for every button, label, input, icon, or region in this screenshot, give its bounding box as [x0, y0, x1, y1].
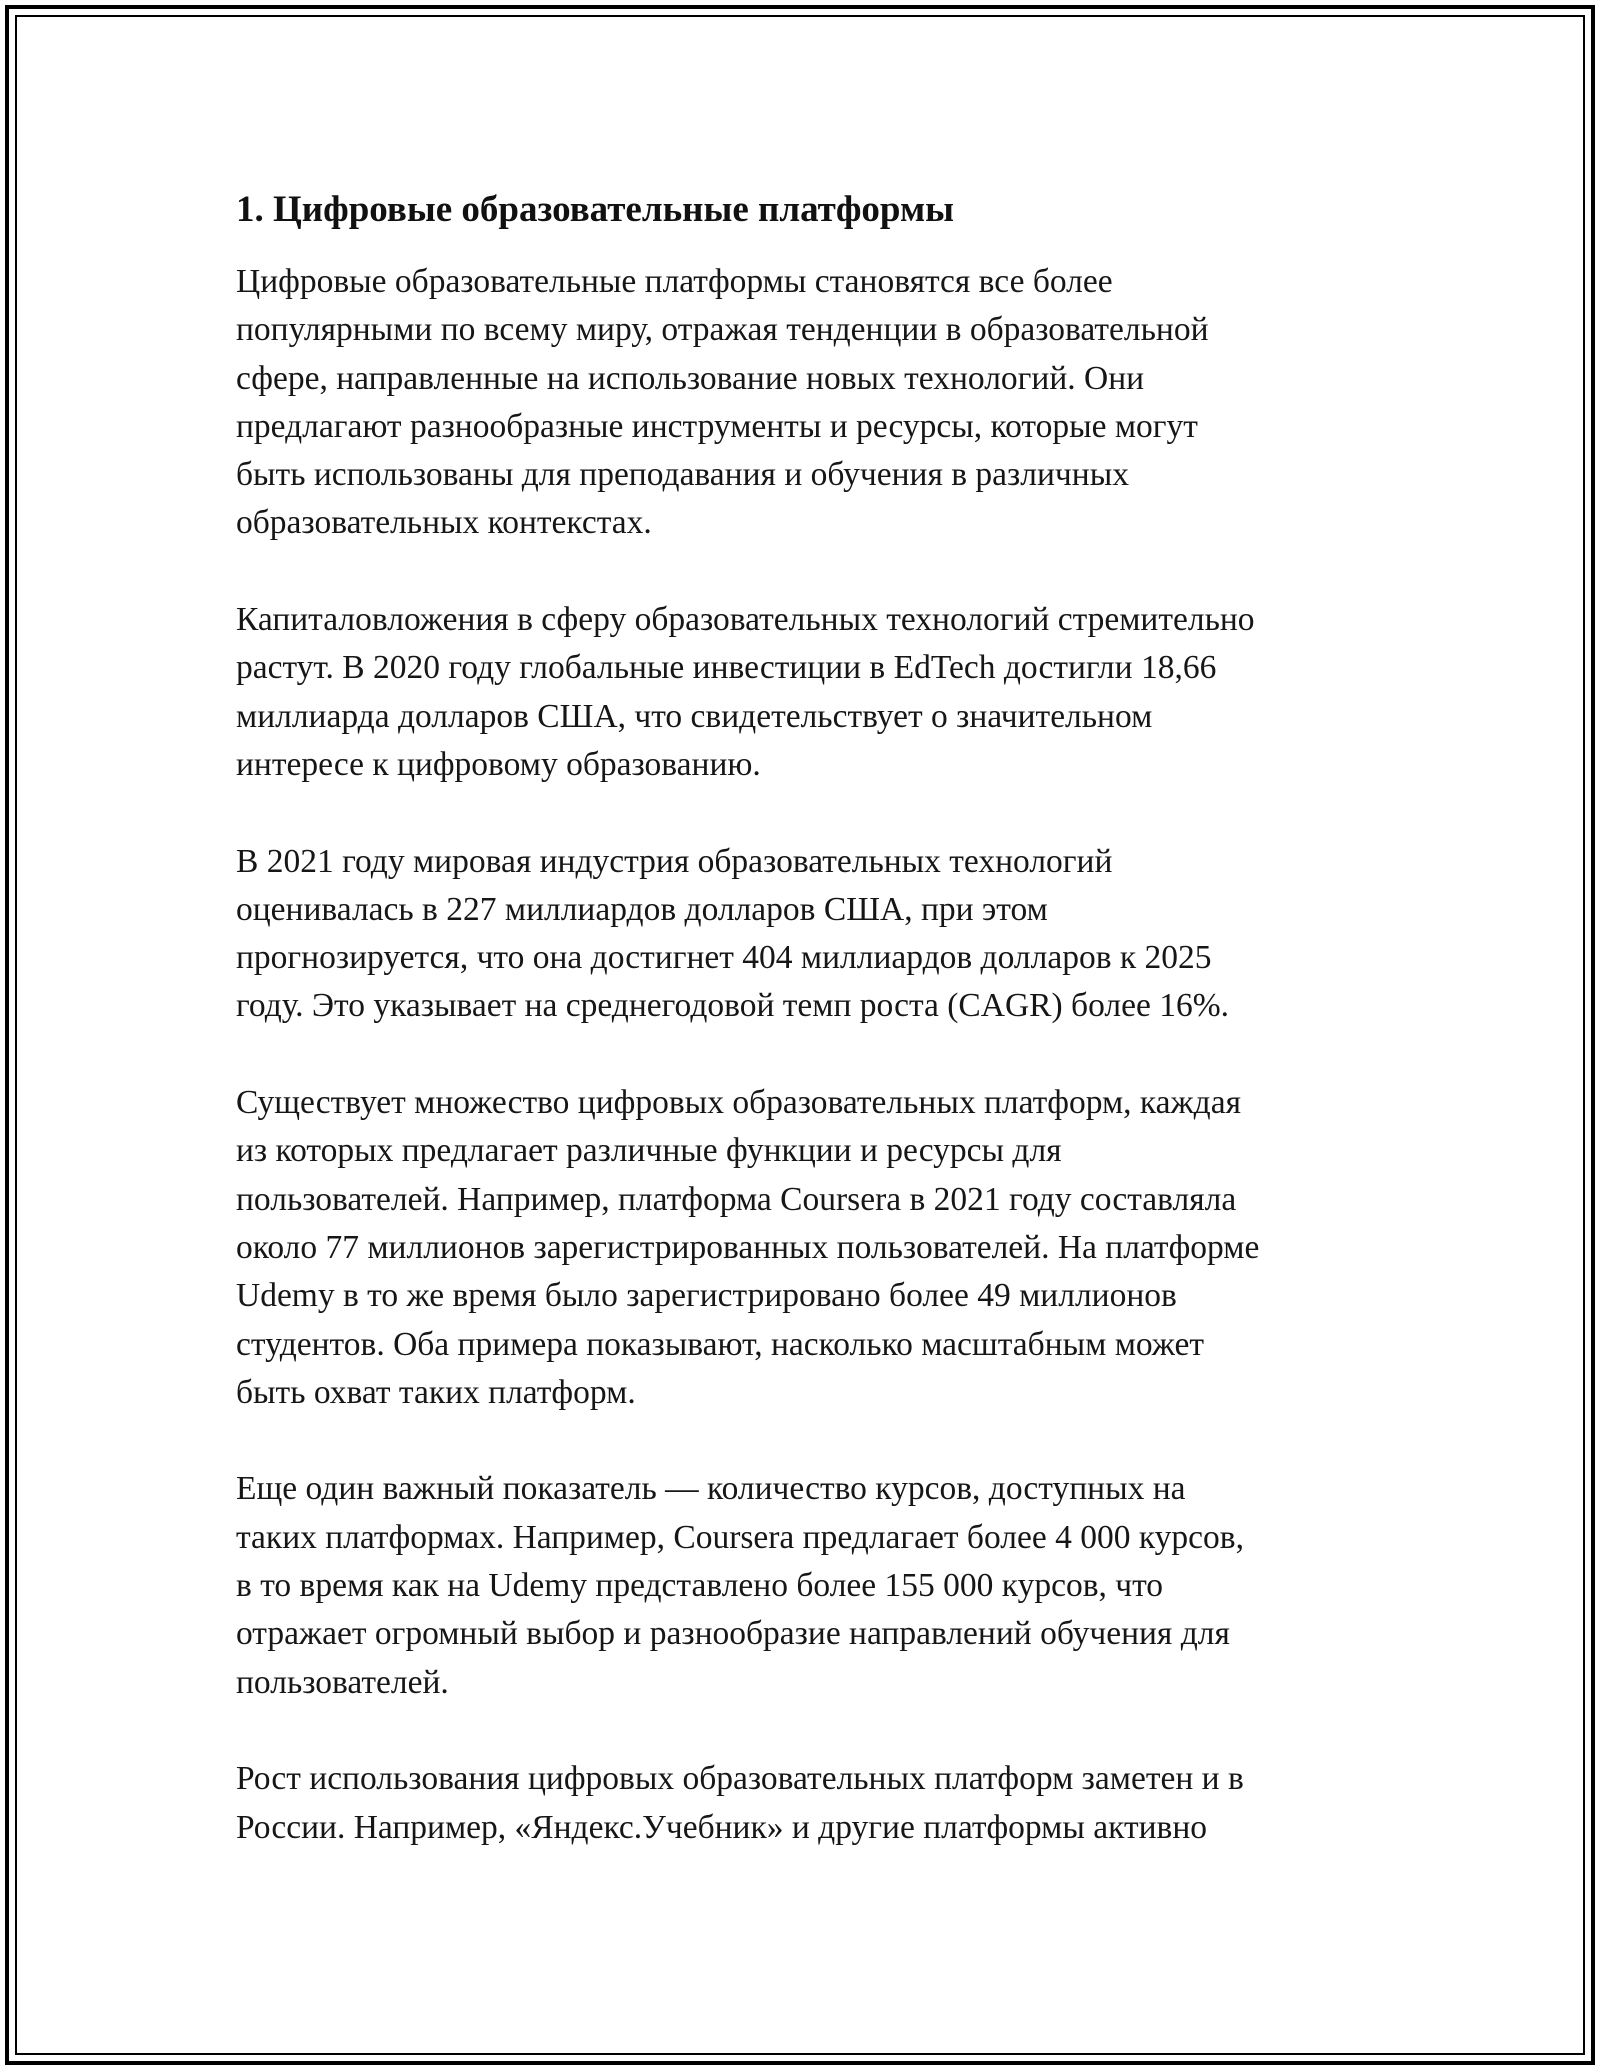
text-line: Капиталовложения в сферу образовательных технологий стремительно: [236, 601, 1255, 639]
paragraph-investments: [236, 596, 1366, 789]
text-line: отражает огромный выбор и разнообразие направлений обучения для: [236, 1615, 1230, 1653]
text-line: России. Например, «Яндекс.Учебник» и другие платформы активно: [236, 1808, 1208, 1846]
text-line: Существует множество цифровых образовательных платформ, каждая: [236, 1084, 1241, 1122]
text-line: предлагают разнообразные инструменты и ресурсы, которые могут: [236, 407, 1198, 445]
text-line: году. Это указывает на среднегодовой темп роста (CAGR) более 16%.: [236, 987, 1229, 1025]
paragraph-course-count: [236, 1465, 1366, 1706]
text-line: популярными по всему миру, отражая тенденции в образовательной: [236, 311, 1209, 349]
text-line: растут. В 2020 году глобальные инвестиции в EdTech достигли 18,66: [236, 649, 1217, 687]
text-line: Udemy в то же время было зарегистрировано более 49 миллионов: [236, 1277, 1177, 1315]
text-line: пользователей. Например, платформа Coursera в 2021 году составляла: [236, 1180, 1237, 1218]
text-line: около 77 миллионов зарегистрированных пользователей. На платформе: [236, 1228, 1260, 1266]
text-line: Рост использования цифровых образовательных платформ заметен и в: [236, 1760, 1244, 1798]
text-line: сфере, направленные на использование новых технологий. Они: [236, 359, 1145, 397]
paragraph-intro: [236, 258, 1366, 548]
section-heading: 1. Цифровые образовательные платформы: [236, 189, 955, 230]
text-line: в то время как на Udemy представлено более 155 000 курсов, что: [236, 1567, 1164, 1605]
text-line: Цифровые образовательные платформы становятся все более: [236, 263, 1113, 300]
text-line: прогнозируется, что она достигнет 404 миллиардов долларов к 2025: [236, 939, 1212, 977]
text-line: быть охват таких платформ.: [236, 1373, 636, 1411]
text-line: Еще один важный показатель — количество курсов, доступных на: [236, 1470, 1186, 1508]
text-line: оценивалась в 227 миллиардов долларов США, при этом: [236, 890, 1048, 928]
text-line: интересе к цифровому образованию.: [236, 745, 761, 783]
text-line: миллиарда долларов США, что свидетельствует о значительном: [236, 697, 1153, 735]
text-line: образовательных контекстах.: [236, 504, 652, 542]
document-body: [236, 186, 1366, 1900]
text-line: пользователей.: [236, 1663, 449, 1701]
paragraph-market-size: [236, 838, 1366, 1031]
text-line: быть использованы для преподавания и обучения в различных: [236, 456, 1129, 494]
paragraph-platform-users: [236, 1079, 1366, 1417]
text-line: из которых предлагает различные функции и ресурсы для: [236, 1132, 1062, 1170]
text-line: В 2021 году мировая индустрия образовательных технологий: [236, 842, 1113, 880]
text-line: таких платформах. Например, Coursera предлагает более 4 000 курсов,: [236, 1518, 1244, 1556]
paragraph-russia: [236, 1755, 1366, 1852]
text-line: студентов. Оба примера показывают, насколько масштабным может: [236, 1325, 1205, 1363]
